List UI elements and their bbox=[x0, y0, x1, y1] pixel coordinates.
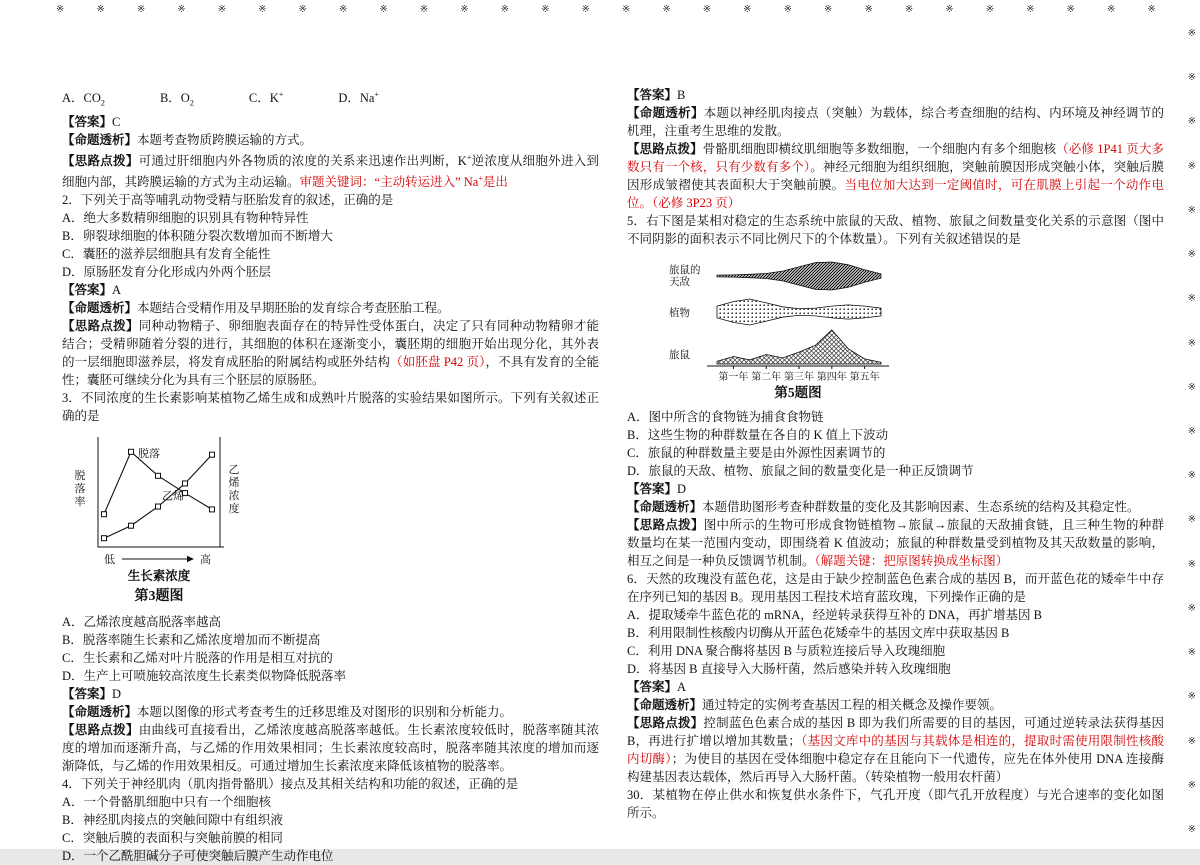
border-mark: ※ bbox=[1026, 4, 1035, 15]
series-line bbox=[104, 455, 212, 539]
text-segment: 同种动物精子、卵细胞表面存在的特异性受体蛋白，决定了只有同种动物精卵才能结合；受精卵随着分裂的进行，其细胞的体积在逐渐变小，囊胚期的细胞开始出现分化，其外表的一层细胞即滋养层，将发育成胚胎的附属结构或胚外结构 bbox=[62, 318, 599, 369]
text-segment: C．旅鼠的种群数量主要是由外源性因素调节的 bbox=[627, 446, 886, 460]
band-label-plants: 植物 bbox=[669, 308, 690, 319]
text-segment: + bbox=[466, 152, 472, 162]
text-segment: 【思路点拨】 bbox=[627, 518, 704, 532]
data-point-marker bbox=[102, 536, 107, 541]
text-segment: （基因文库中的基因与其载体是相连的，提取时需使用限制性核酸内切酶） bbox=[627, 734, 1164, 766]
paragraph bbox=[62, 775, 599, 793]
text-segment: 控制蓝色色素合成的基因 B 即为我们所需要的目的基因，可通过逆转录法获得基因 B，再进行扩增以增加其数量； bbox=[627, 716, 1164, 748]
data-point-marker bbox=[210, 452, 215, 457]
left-column bbox=[62, 86, 599, 865]
text-segment: 【答案】 bbox=[62, 282, 113, 297]
border-mark: ※ bbox=[500, 4, 510, 15]
border-mark: ※ bbox=[1187, 558, 1196, 570]
text-segment: B bbox=[677, 88, 686, 102]
text-segment: 图中所示的生物可形成食物链植物→旅鼠→旅鼠的天敌捕食链，且三种生物的种群数量均在某一范围内变动，即围绕着 K 值波动；旅鼠的种群数量受到植物及其天敌数量的影响，相互之间是一种负反馈调节机制。 bbox=[627, 518, 1164, 568]
text-segment: 【思路点拨】 bbox=[627, 716, 704, 730]
q5-chart bbox=[663, 252, 913, 402]
paragraph bbox=[62, 793, 599, 811]
text-segment: + bbox=[278, 90, 284, 99]
text-segment: ，不具有发育的全能性；囊胚可继续分化为具有三个胚层的原肠胚。 bbox=[62, 354, 599, 387]
text-segment: 本题以图像的形式考查考生的迁移思维及对图形的识别和分析能力。 bbox=[137, 704, 513, 719]
axes bbox=[98, 437, 224, 547]
text-segment: 【答案】 bbox=[627, 482, 678, 496]
border-mark: ※ bbox=[1187, 470, 1196, 482]
paragraph bbox=[627, 678, 1164, 696]
text-segment: 本题考查物质跨膜运输的方式。 bbox=[137, 132, 313, 147]
y-axis-label-left: 落 bbox=[74, 482, 86, 495]
border-mark: ※ bbox=[824, 4, 833, 15]
x-tick-label: 第五年 bbox=[849, 372, 880, 383]
paragraph bbox=[627, 786, 1164, 822]
text-segment: （必修 1P41 页大多数只有一个核，只有少数有多个） bbox=[627, 142, 1164, 174]
border-mark: ※ bbox=[298, 4, 307, 15]
paragraph bbox=[62, 281, 599, 299]
paragraph bbox=[62, 389, 599, 425]
text-segment: 【答案】 bbox=[62, 686, 113, 701]
text-segment: 5．右下图是某相对稳定的生态系统中旅鼠的天敌、植物、旅鼠之间数量变化关系的示意图（图中不同阴影的面积表示不同比例尺下的个体数量）。下列有关叙述错误的是 bbox=[627, 214, 1164, 246]
y-axis-label-right: 乙 bbox=[228, 463, 240, 476]
text-segment: 【思路点拨】 bbox=[62, 318, 139, 333]
text-segment: 【思路点拨】 bbox=[62, 153, 139, 168]
text-segment: D．一个乙酰胆碱分子可使突触后膜产生动作电位 bbox=[62, 848, 334, 863]
figure-caption: 第5题图 bbox=[774, 385, 822, 400]
text-segment: A bbox=[112, 282, 122, 297]
text-segment: B．脱落率随生长素和乙烯浓度增加而不断提高 bbox=[62, 632, 321, 647]
paragraph bbox=[627, 444, 1164, 462]
text-segment: D．将基因 B 直接导入大肠杆菌，然后感染并转入玫瑰细胞 bbox=[627, 662, 951, 676]
border-mark: ※ bbox=[1187, 293, 1196, 305]
border-mark: ※ bbox=[621, 4, 631, 15]
border-mark: ※ bbox=[96, 4, 105, 15]
text-segment: D．Na bbox=[338, 91, 375, 106]
paragraph bbox=[627, 86, 1164, 104]
paragraph bbox=[62, 209, 599, 227]
paragraph bbox=[62, 811, 599, 829]
border-mark: ※ bbox=[541, 4, 550, 15]
text-segment: 2 bbox=[189, 98, 194, 108]
population-band bbox=[717, 262, 881, 290]
paragraph bbox=[62, 685, 599, 703]
border-mark: ※ bbox=[1187, 204, 1196, 216]
border-mark: ※ bbox=[338, 4, 348, 15]
x-low-label: 低 bbox=[104, 553, 115, 566]
y-axis-label-left: 脱 bbox=[74, 469, 86, 482]
paragraph bbox=[627, 426, 1164, 444]
text-segment: D．生产上可喷施较高浓度生长素类似物降低脱落率 bbox=[62, 668, 347, 683]
q5-figure bbox=[663, 252, 1164, 406]
text-segment: B．卵裂球细胞的体积随分裂次数增加而不断增大 bbox=[62, 228, 333, 243]
data-point-marker bbox=[183, 481, 188, 486]
border-mark: ※ bbox=[419, 4, 429, 15]
text-segment: 由曲线可直接看出，乙烯浓度越高脱落率越低。生长素浓度较低时，脱落率随其浓度的增加而逐渐升高，与乙烯的作用效果相同；生长素浓度较高时，脱落率随其浓度的增加而逐渐降低，与乙烯的作用效果相反。可通过增加生长素浓度来降低该植物的脱落率。 bbox=[62, 722, 599, 773]
border-mark: ※ bbox=[1187, 381, 1196, 393]
paragraph bbox=[627, 624, 1164, 642]
population-band bbox=[717, 299, 881, 325]
text-segment: 本题借助图形考查种群数量的变化及其影响因素、生态系统的结构及其稳定性。 bbox=[702, 500, 1140, 514]
band-label-predator: 旅鼠的 bbox=[669, 265, 701, 276]
border-mark: ※ bbox=[1187, 779, 1196, 791]
text-segment: + bbox=[374, 90, 380, 99]
text-segment: 【命题透析】 bbox=[627, 500, 703, 514]
text-segment: 可通过肝细胞内外各物质的浓度的关系来迅速作出判断，K bbox=[138, 153, 467, 168]
border-mark: ※ bbox=[1187, 647, 1196, 659]
y-axis-label-right: 度 bbox=[228, 502, 240, 515]
text-segment: 6．天然的玫瑰没有蓝色花，这是由于缺少控制蓝色色素合成的基因 B，而开蓝色花的矮牵牛中存在序列已知的基因 B。现用基因工程技术培育蓝玫瑰，下列操作正确的是 bbox=[627, 572, 1164, 604]
paragraph bbox=[627, 104, 1164, 140]
data-point-marker bbox=[129, 523, 134, 528]
x-tick-label: 第三年 bbox=[784, 372, 814, 383]
border-mark: ※ bbox=[379, 4, 388, 15]
text-segment: B．神经肌肉接点的突触间隙中有组织液 bbox=[62, 812, 283, 827]
border-mark: ※ bbox=[864, 4, 873, 15]
text-segment: B．这些生物的种群数量在各自的 K 值上下波动 bbox=[627, 428, 889, 442]
border-mark: ※ bbox=[136, 4, 146, 15]
border-mark: ※ bbox=[945, 4, 954, 15]
paragraph bbox=[62, 227, 599, 245]
text-segment: 30．某植物在停止供水和恢复供水条件下，气孔开度（即气孔开放程度）与光合速率的变化如图所示。 bbox=[627, 788, 1164, 820]
text-segment: D bbox=[677, 482, 687, 496]
text-segment: ；为使目的基因在受体细胞中稳定存在且能向下一代遗传，应先在体外使用 DNA 连接酶构建基因表达载体，然后再导入大肠杆菌。（转染植物一般用农杆菌） bbox=[627, 752, 1164, 784]
paragraph bbox=[627, 498, 1164, 516]
text-segment: C bbox=[112, 114, 121, 129]
text-segment: 【命题透析】 bbox=[62, 132, 138, 147]
data-point-marker bbox=[156, 473, 161, 478]
text-segment: 【思路点拨】 bbox=[62, 722, 139, 737]
border-mark: ※ bbox=[783, 4, 792, 15]
border-mark: ※ bbox=[1187, 823, 1196, 835]
border-mark: ※ bbox=[177, 4, 186, 15]
text-segment: 2 bbox=[100, 98, 105, 108]
text-segment: 【答案】 bbox=[627, 88, 678, 102]
data-point-marker bbox=[102, 512, 107, 517]
text-segment: C．囊胚的滋养层细胞具有发育全能性 bbox=[62, 246, 271, 261]
text-segment: A bbox=[677, 680, 687, 694]
band-label-predator: 天敌 bbox=[669, 277, 690, 288]
paragraph bbox=[62, 113, 599, 131]
y-axis-label-left: 率 bbox=[74, 495, 86, 508]
text-segment: D．原肠胚发育分化形成内外两个胚层 bbox=[62, 264, 272, 279]
border-mark: ※ bbox=[702, 4, 712, 15]
text-segment: 本题结合受精作用及早期胚胎的发育综合考查胚胎工程。 bbox=[137, 300, 450, 315]
band-label-lemming: 旅鼠 bbox=[669, 350, 690, 361]
population-band bbox=[717, 330, 881, 364]
border-mark: ※ bbox=[1187, 514, 1196, 526]
q3-chart bbox=[64, 429, 274, 607]
text-segment: A．CO bbox=[62, 91, 101, 106]
paragraph bbox=[627, 516, 1164, 570]
paragraph bbox=[62, 131, 599, 149]
x-axis-label: 生长素浓度 bbox=[127, 568, 191, 583]
border-mark: ※ bbox=[56, 4, 65, 15]
paragraph bbox=[627, 606, 1164, 624]
text-segment: 通过特定的实例考查基因工程的相关概念及操作要领。 bbox=[702, 698, 1003, 712]
text-segment: 骨骼肌细胞即横纹肌细胞等多数细胞，一个细胞内有多个细胞核 bbox=[702, 142, 1057, 156]
x-high-label: 高 bbox=[200, 553, 211, 566]
border-mark: ※ bbox=[1187, 337, 1196, 349]
text-segment: A．一个骨骼肌细胞中只有一个细胞核 bbox=[62, 794, 272, 809]
text-segment: 【命题透析】 bbox=[62, 300, 138, 315]
x-arrow-head bbox=[187, 556, 194, 562]
options-row-q1 bbox=[62, 86, 599, 113]
paragraph bbox=[62, 263, 599, 281]
right-column bbox=[627, 86, 1164, 865]
text-segment: B．O bbox=[159, 91, 190, 106]
paragraph bbox=[62, 149, 599, 191]
border-mark: ※ bbox=[985, 4, 995, 15]
text-segment: 【命题透析】 bbox=[627, 106, 704, 120]
text-segment: D bbox=[112, 686, 122, 701]
series-label-abscission: 脱落 bbox=[138, 447, 160, 460]
paragraph bbox=[62, 317, 599, 389]
border-mark: ※ bbox=[1066, 4, 1075, 15]
text-segment: C．K bbox=[248, 91, 279, 106]
paragraph bbox=[627, 696, 1164, 714]
text-segment: 当电位加大达到一定阈值时，可在肌膜上引起一个动作电位。（必修 3P23 页） bbox=[627, 178, 1164, 210]
text-segment: （解题关键：把原图转换成坐标图） bbox=[814, 554, 1009, 568]
border-mark: ※ bbox=[743, 4, 752, 15]
border-mark: ※ bbox=[581, 4, 590, 15]
data-point-marker bbox=[210, 507, 215, 512]
border-mark: ※ bbox=[1187, 249, 1196, 261]
border-mark: ※ bbox=[460, 4, 469, 15]
text-segment: 【命题透析】 bbox=[62, 704, 138, 719]
paragraph bbox=[627, 480, 1164, 498]
page-content bbox=[62, 86, 1164, 865]
border-mark: ※ bbox=[1187, 425, 1196, 437]
border-mark: ※ bbox=[1187, 28, 1196, 39]
figure-caption: 第3题图 bbox=[134, 588, 184, 604]
paragraph bbox=[62, 649, 599, 667]
border-mark: ※ bbox=[662, 4, 671, 15]
text-segment: B．利用限制性核酸内切酶从开蓝色花矮牵牛的基因文库中获取基因 B bbox=[627, 626, 1010, 640]
series-label-ethylene: 乙烯 bbox=[162, 490, 184, 503]
paragraph bbox=[62, 667, 599, 685]
paragraph bbox=[62, 299, 599, 317]
border-mark: ※ bbox=[904, 4, 914, 15]
text-segment: 【答案】 bbox=[62, 114, 113, 129]
text-segment: C．生长素和乙烯对叶片脱落的作用是相互对抗的 bbox=[62, 650, 333, 665]
text-segment: 【命题透析】 bbox=[627, 698, 703, 712]
border-mark: ※ bbox=[1187, 735, 1196, 747]
text-segment: 是出 bbox=[482, 174, 508, 189]
paragraph bbox=[627, 408, 1164, 426]
text-segment: C．利用 DNA 聚合酶将基因 B 与质粒连接后导入玫瑰细胞 bbox=[627, 644, 946, 658]
paragraph bbox=[62, 721, 599, 775]
paragraph bbox=[627, 140, 1164, 212]
border-mark: ※ bbox=[258, 4, 267, 15]
paragraph bbox=[62, 631, 599, 649]
text-segment: （如胚盘 P42 页） bbox=[390, 354, 486, 369]
paragraph bbox=[627, 714, 1164, 786]
paragraph bbox=[62, 191, 599, 209]
paragraph bbox=[627, 642, 1164, 660]
paragraph bbox=[62, 245, 599, 263]
text-segment: 审题关键词：“主动转运进入” Na bbox=[299, 174, 479, 189]
text-segment: 逆浓度从细胞外进入到细胞内部，其跨膜运输的方式为主动运输。 bbox=[62, 153, 599, 189]
binding-marks-top bbox=[56, 4, 1156, 16]
text-segment: 【答案】 bbox=[627, 680, 678, 694]
paragraph bbox=[627, 212, 1164, 248]
text-segment: C．突触后膜的表面积与突触前膜的相同 bbox=[62, 830, 283, 845]
paragraph bbox=[62, 847, 599, 865]
x-tick-label: 第一年 bbox=[718, 372, 749, 383]
border-mark: ※ bbox=[1187, 602, 1196, 614]
border-mark: ※ bbox=[217, 4, 227, 15]
text-segment: A．乙烯浓度越高脱落率越高 bbox=[62, 614, 222, 629]
text-segment: A．提取矮牵牛蓝色花的 mRNA，经逆转录获得互补的 DNA，再扩增基因 B bbox=[627, 608, 1042, 622]
border-mark: ※ bbox=[1187, 691, 1196, 703]
paragraph bbox=[627, 660, 1164, 678]
data-point-marker bbox=[156, 504, 161, 509]
text-segment: A．图中所含的食物链为捕食食物链 bbox=[627, 410, 824, 424]
border-mark: ※ bbox=[1187, 160, 1196, 172]
text-segment: 【思路点拨】 bbox=[627, 142, 703, 156]
paragraph bbox=[62, 829, 599, 847]
text-segment: 3．不同浓度的生长素影响某植物乙烯生成和成熟叶片脱落的实验结果如图所示。下列有关叙述正确的是 bbox=[62, 390, 599, 423]
text-segment: A．绝大多数精卵细胞的识别具有物种特异性 bbox=[62, 210, 309, 225]
y-axis-label-right: 烯 bbox=[228, 476, 240, 489]
paragraph bbox=[627, 462, 1164, 480]
border-mark: ※ bbox=[1106, 4, 1116, 15]
text-segment: 本题以神经肌肉接点（突触）为载体，综合考查细胞的结构、内环境及神经调节的机理，注重考生思维的发散。 bbox=[627, 106, 1164, 138]
text-segment: 。神经元细胞为组织细胞，突触前膜因形成突触小体，突触后膜因形成皱褶使其表面积大于突触前膜。 bbox=[627, 160, 1164, 192]
text-segment: 2．下列关于高等哺乳动物受精与胚胎发育的叙述，正确的是 bbox=[62, 192, 394, 207]
text-segment: D．旅鼠的天敌、植物、旅鼠之间的数量变化是一种正反馈调节 bbox=[627, 464, 974, 478]
text-segment: 4．下列关于神经肌肉（肌肉指骨骼肌）接点及其相关结构和功能的叙述，正确的是 bbox=[62, 776, 519, 791]
x-tick-label: 第二年 bbox=[751, 372, 782, 383]
data-point-marker bbox=[129, 449, 134, 454]
q3-figure bbox=[64, 429, 599, 611]
paragraph bbox=[62, 703, 599, 721]
paragraph bbox=[627, 570, 1164, 606]
border-mark: ※ bbox=[1187, 116, 1196, 128]
text-segment: + bbox=[478, 173, 483, 183]
border-mark: ※ bbox=[1147, 4, 1156, 15]
x-tick-label: 第四年 bbox=[816, 372, 847, 383]
border-mark: ※ bbox=[1187, 72, 1196, 84]
y-axis-label-right: 浓 bbox=[228, 489, 240, 502]
paragraph bbox=[62, 613, 599, 631]
binding-marks-right bbox=[1188, 28, 1196, 835]
